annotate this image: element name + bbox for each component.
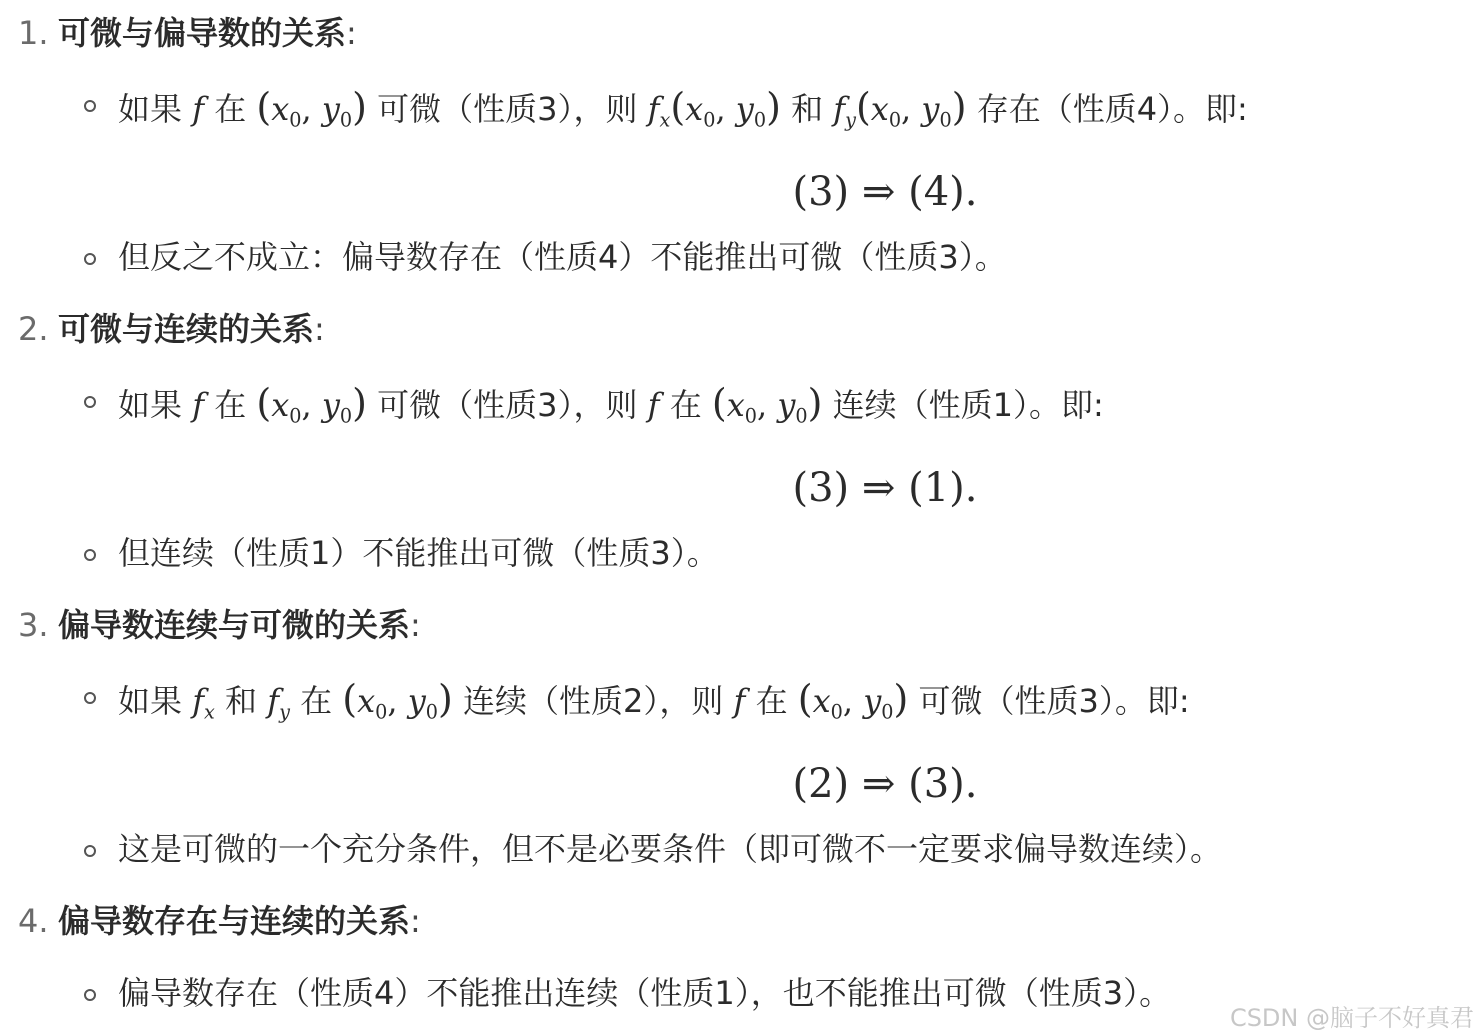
heading-colon: : — [410, 606, 421, 644]
list-number: 3. — [18, 606, 49, 644]
math-point: ($x_0$, $y_0$) — [797, 677, 909, 724]
math-point: ($x_0$, $y_0$) — [256, 85, 367, 132]
heading-colon: : — [410, 902, 421, 940]
text-run: 和 — [225, 682, 258, 720]
watermark: CSDN @脑子不好真君 — [1229, 1004, 1474, 1033]
section-heading — [58, 606, 421, 644]
bullet-circle — [84, 989, 96, 1001]
display-equation: (3) ⇒ (4). — [792, 169, 978, 215]
heading-text: 可微与连续的关系 — [58, 310, 315, 348]
text-run: 在 — [214, 90, 247, 128]
text-run: 可微（性质3），则 — [377, 386, 638, 424]
section-heading — [58, 902, 421, 940]
section-heading — [58, 14, 357, 52]
list-item: 但连续（性质1）不能推出可微（性质3）。 — [118, 534, 719, 572]
list-item: 偏导数存在（性质4）不能推出连续（性质1），也不能推出可微（性质3）。 — [118, 974, 1172, 1012]
math-fx: $f_x$ — [192, 682, 215, 724]
list-item — [118, 381, 1104, 428]
list-item: 但反之不成立：偏导数存在（性质4）不能推出可微（性质3）。 — [118, 238, 1007, 276]
text-run: 如果 — [118, 386, 183, 424]
text-run: 在 — [755, 682, 788, 720]
list-item: 这是可微的一个充分条件，但不是必要条件（即可微不一定要求偏导数连续）。 — [118, 830, 1223, 868]
list-number: 1. — [18, 14, 49, 52]
math-fy: $f_y(x_0$, $y_0$) — [833, 85, 967, 132]
text-run: 在 — [300, 682, 333, 720]
heading-text: 偏导数连续与可微的关系 — [58, 606, 411, 644]
bullet-circle — [84, 100, 96, 112]
heading-colon: : — [314, 310, 325, 348]
text-run: 如果 — [118, 90, 183, 128]
display-equation: (2) ⇒ (3). — [792, 761, 978, 807]
math-symbol-f: f — [733, 682, 746, 720]
heading-text: 偏导数存在与连续的关系 — [58, 902, 411, 940]
text-run: 和 — [791, 90, 824, 128]
math-point: ($x_0$, $y_0$) — [342, 677, 453, 724]
text-run: 在 — [669, 386, 702, 424]
heading-colon: : — [346, 14, 357, 52]
text-run: 连续（性质1）。即: — [832, 386, 1104, 424]
list-item — [118, 85, 1248, 132]
bullet-circle — [84, 845, 96, 857]
section-heading — [58, 310, 325, 348]
bullet-circle — [84, 549, 96, 561]
list-number: 4. — [18, 902, 49, 940]
text-run: 如果 — [118, 682, 183, 720]
math-fx: $f_x(x_0$, $y_0$) — [647, 85, 781, 132]
bullet-circle — [84, 692, 96, 704]
text-run: 在 — [214, 386, 247, 424]
math-symbol-f: f — [192, 386, 205, 424]
list-item — [118, 677, 1190, 724]
heading-text: 可微与偏导数的关系 — [58, 14, 347, 52]
text-run: 可微（性质3）。即: — [918, 682, 1190, 720]
math-point: ($x_0$, $y_0$) — [256, 381, 367, 428]
math-point: ($x_0$, $y_0$) — [711, 381, 823, 428]
math-symbol-f: f — [647, 386, 660, 424]
math-symbol-f: f — [192, 90, 205, 128]
text-run: 存在（性质4）。即: — [976, 90, 1248, 128]
bullet-circle — [84, 396, 96, 408]
display-equation: (3) ⇒ (1). — [792, 465, 978, 511]
text-run: 连续（性质2），则 — [463, 682, 724, 720]
bullet-circle — [84, 253, 96, 265]
text-run: 可微（性质3），则 — [377, 90, 638, 128]
math-fy: $f_y$ — [267, 682, 290, 724]
list-number: 2. — [18, 310, 49, 348]
